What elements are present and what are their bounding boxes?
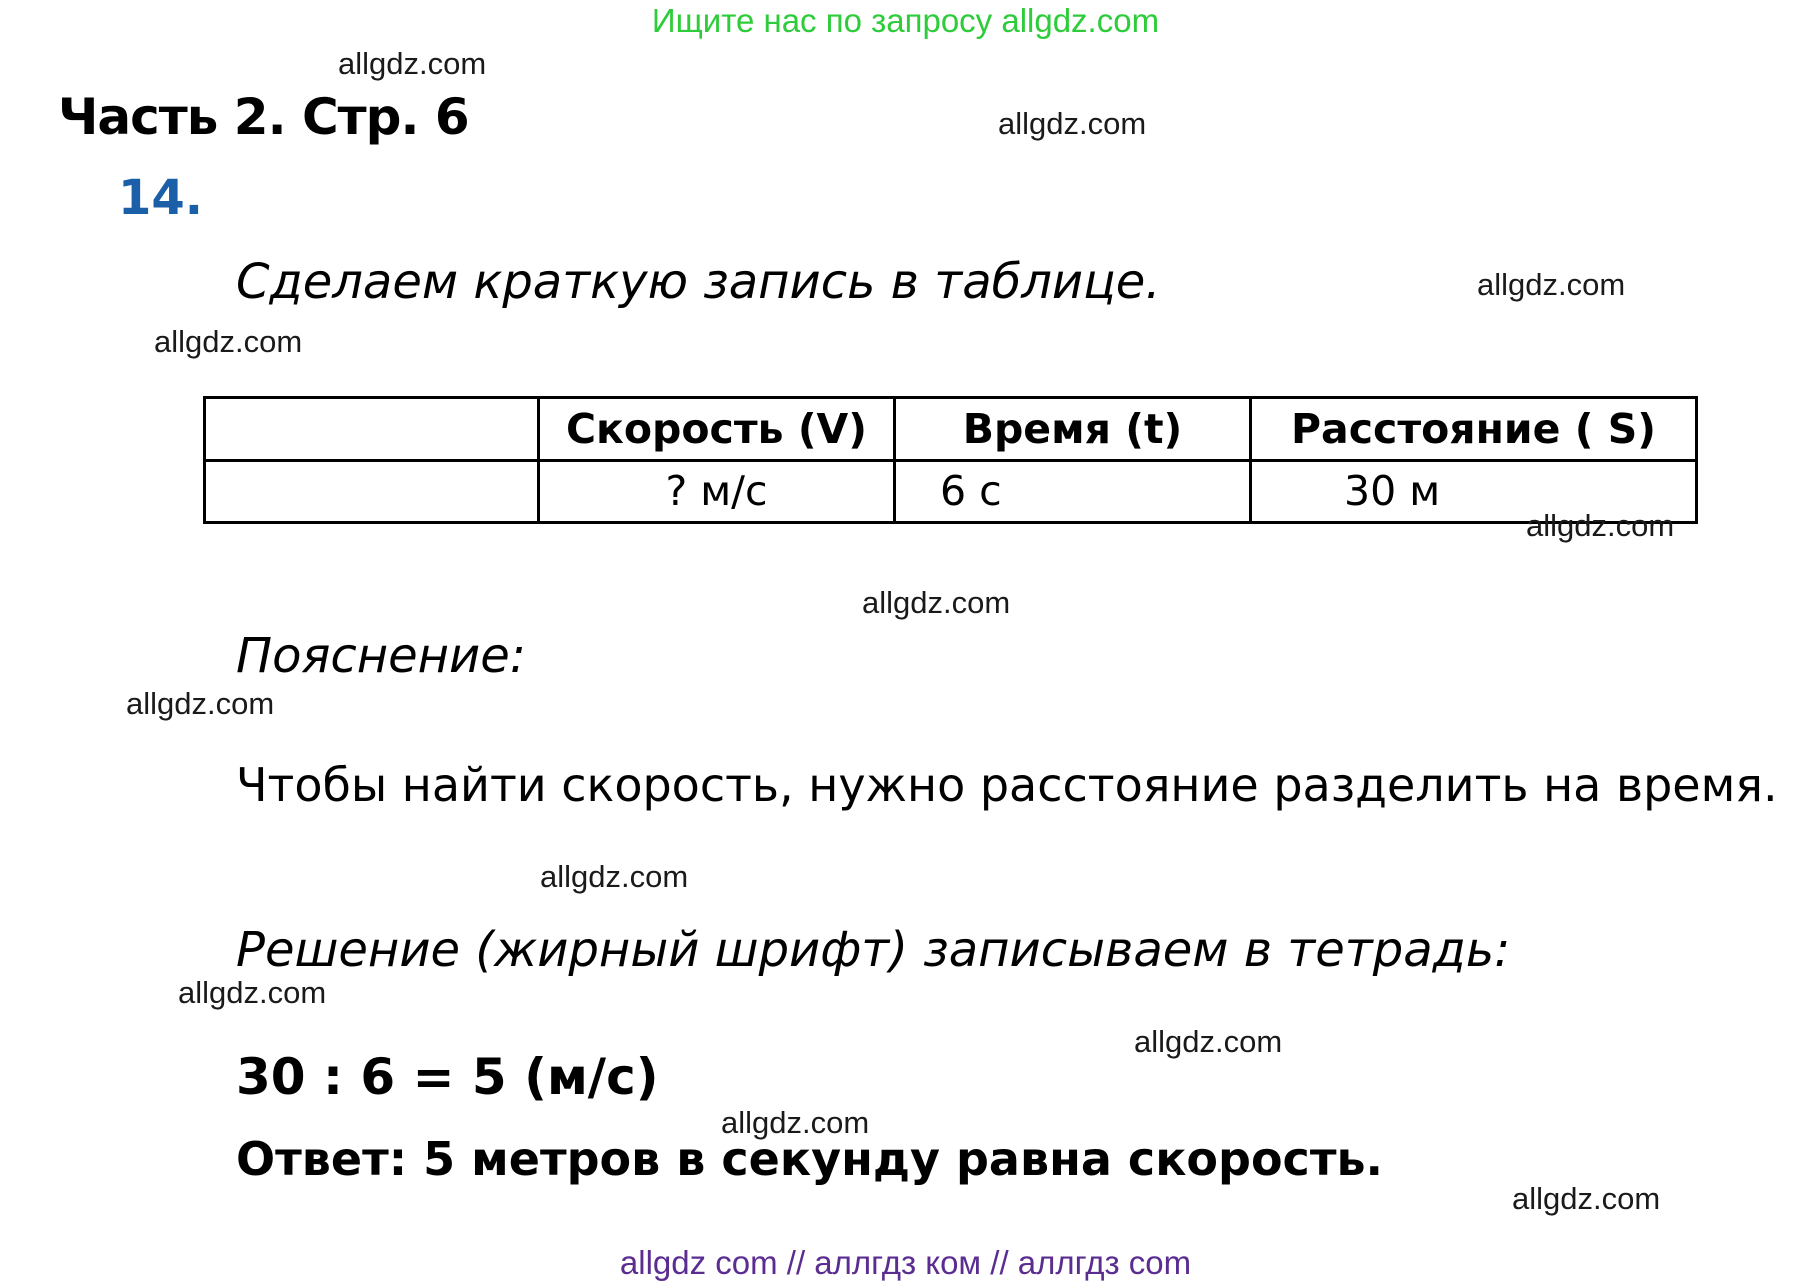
table-header-cell [205,398,539,461]
table-header-row [205,398,1697,461]
table-cell-speed: ? м/с [539,460,895,523]
watermark: allgdz.com [178,975,327,1010]
watermark: allgdz.com [1134,1024,1283,1059]
table-header-distance: Расстояние ( S) [1251,398,1697,461]
table-row [205,460,1697,523]
explanation-label: Пояснение: [236,628,526,684]
intro-text: Сделаем краткую запись в таблице. [236,254,1161,310]
top-banner: Ищите нас по запросу allgdz.com [651,2,1160,39]
watermark: allgdz.com [126,686,275,721]
watermark: allgdz.com [998,106,1147,141]
solution-equation: 30 : 6 = 5 (м/с) [236,1048,659,1106]
watermark: allgdz.com [862,585,1011,620]
answer-text: Ответ: 5 метров в секунду равна скорость. [236,1132,1384,1186]
table-cell-time: 6 с [895,460,1251,523]
data-table [203,396,1698,524]
solution-label: Решение (жирный шрифт) записываем в тетрадь: [236,922,1511,978]
table-cell-distance: 30 м [1251,460,1697,523]
watermark: allgdz.com [721,1105,870,1140]
page-heading: Часть 2. Стр. 6 [58,88,469,146]
watermark: allgdz.com [1512,1181,1661,1216]
table-cell [205,460,539,523]
watermark: allgdz.com [540,859,689,894]
watermark: allgdz.com [154,324,303,359]
explanation-text: Чтобы найти скорость, нужно расстояние разделить на время. [236,758,1778,812]
watermark: allgdz.com [338,46,487,81]
footer-links: allgdz com // аллгдз ком // аллгдз com [619,1244,1192,1281]
watermark: allgdz.com [1477,267,1626,302]
task-number: 14. [118,170,204,226]
watermark: allgdz.com [1526,508,1675,543]
table-header-speed: Скорость (V) [539,398,895,461]
table-header-time: Время (t) [895,398,1251,461]
